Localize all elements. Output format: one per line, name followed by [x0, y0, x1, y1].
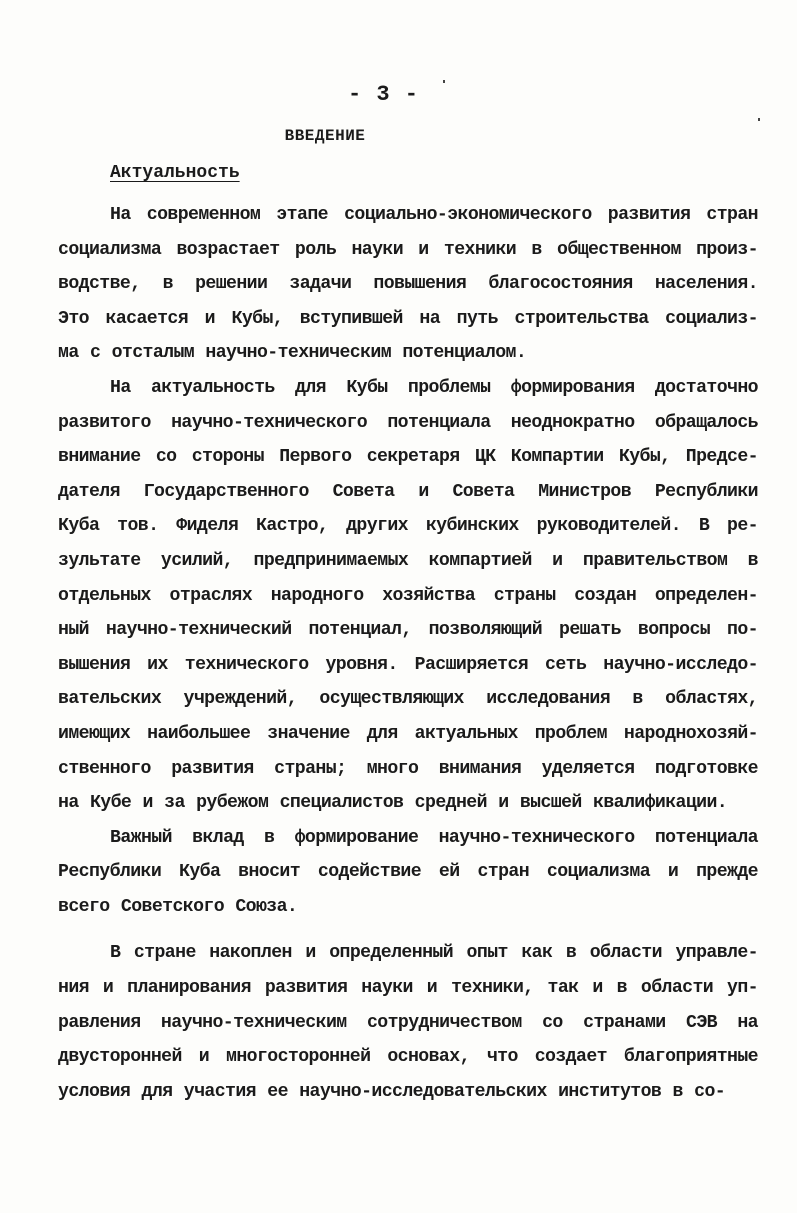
text-line: развитого научно-технического потенциала неоднократно обращалось: [58, 412, 758, 433]
page-number: - 3 -: [347, 82, 419, 107]
text-line: на Кубе и за рубежом специалистов средней и высшей квалификации.: [58, 793, 728, 814]
text-line: двусторонней и многосторонней основах, что создает благоприятные: [58, 1047, 758, 1068]
text-line: Важный вклад в формирование научно-технического потенциала: [110, 827, 758, 848]
text-line: зультате усилий, предпринимаемых компартией и правительством в: [58, 550, 758, 571]
text-line: внимание со стороны Первого секретаря ЦК Компартии Кубы, Предсе-: [58, 447, 758, 468]
text-line: условия для участия ее научно-исследовательских институтов в со-: [58, 1081, 726, 1102]
text-line: ный научно-технический потенциал, позволяющий решать вопросы по-: [58, 620, 758, 641]
text-line: отдельных отраслях народного хозяйства страны создан определен-: [58, 585, 758, 606]
subsection-heading: Актуальность: [110, 163, 240, 183]
text-line: На актуальность для Кубы проблемы формирования достаточно: [110, 377, 758, 398]
text-line: имеющих наибольшее значение для актуальных проблем народнохозяй-: [58, 723, 758, 744]
paragraph: [58, 198, 758, 371]
section-heading: ВВЕДЕНИЕ: [284, 127, 366, 145]
text-line: Это касается и Кубы, вступившей на путь строительства социализ-: [58, 308, 758, 329]
paragraph: [58, 371, 758, 821]
text-line: всего Советского Союза.: [58, 896, 298, 917]
text-line: В стране накоплен и определенный опыт как в области управле-: [110, 943, 758, 964]
body-text: [58, 198, 758, 1109]
text-line: социализма возрастает роль науки и техники в общественном произ-: [58, 239, 758, 260]
text-line: равления научно-техническим сотрудничеством со странами СЭВ на: [58, 1012, 758, 1033]
text-line: вательских учреждений, осуществляющих исследования в областях,: [58, 689, 758, 710]
text-line: На современном этапе социально-экономического развития стран: [110, 205, 758, 225]
text-line: ния и планирования развития науки и техники, так и в области уп-: [58, 978, 758, 999]
text-line: ма с отсталым научно-техническим потенциалом.: [58, 343, 527, 364]
text-line: вышения их технического уровня. Расширяется сеть научно-исследо-: [58, 654, 758, 675]
paragraph: [58, 936, 758, 1109]
text-line: водстве, в решении задачи повышения благосостояния населения.: [58, 274, 758, 295]
scan-speck: [758, 118, 760, 121]
text-line: Республики Куба вносит содействие ей стран социализма и прежде: [58, 862, 758, 883]
paragraph: [58, 821, 758, 925]
text-line: Куба тов. Фиделя Кастро, других кубинских руководителей. В ре-: [58, 516, 758, 537]
paragraph-gap: [58, 924, 758, 936]
text-line: дателя Государственного Совета и Совета Министров Республики: [58, 481, 758, 502]
scan-speck: [443, 80, 445, 83]
text-line: ственного развития страны; много внимания уделяется подготовке: [58, 758, 758, 779]
